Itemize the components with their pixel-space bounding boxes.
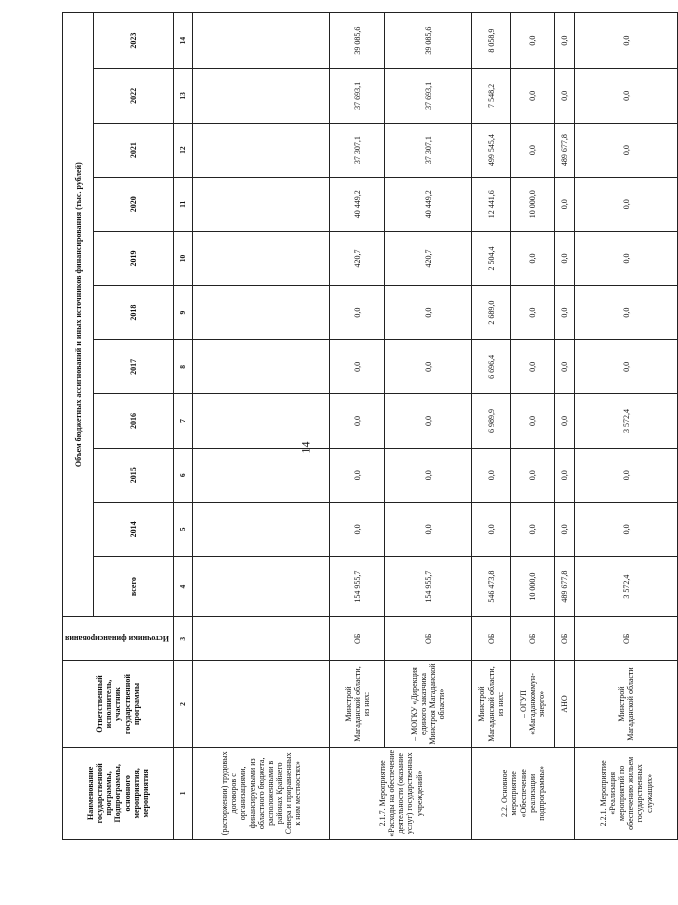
- cell-value: 0,0: [385, 502, 472, 556]
- cell-value: 0,0: [575, 231, 678, 285]
- cell-value: [193, 394, 330, 448]
- budget-table-container: [62, 12, 654, 840]
- cell-source: ОБ: [511, 617, 554, 661]
- column-number: 6: [174, 448, 193, 502]
- column-number: 11: [174, 177, 193, 231]
- cell-value: 0,0: [575, 123, 678, 177]
- cell-value: 0,0: [330, 394, 385, 448]
- cell-value: [193, 448, 330, 502]
- table-row: [330, 13, 385, 840]
- cell-value: 10 000,0: [511, 177, 554, 231]
- column-number: 12: [174, 123, 193, 177]
- cell-value: 6 989,9: [472, 394, 511, 448]
- cell-value: 0,0: [554, 177, 575, 231]
- cell-value: 37 307,1: [385, 123, 472, 177]
- column-number: 14: [174, 13, 193, 69]
- cell-executor: Минстрой Магаданской области, из них:: [472, 661, 511, 747]
- cell-value: 6 696,4: [472, 340, 511, 394]
- cell-value: 489 677,8: [554, 123, 575, 177]
- cell-value: 0,0: [575, 177, 678, 231]
- cell-name: 2.2. Основное мероприятие «Обеспечение реализации подпрограммы»: [472, 747, 575, 839]
- table-row: [193, 13, 330, 840]
- cell-value: 0,0: [575, 69, 678, 123]
- table-row: [575, 13, 678, 840]
- header-year: 2015: [94, 448, 174, 502]
- cell-name: (расторжении) трудовых договоров с организациями, финансируемыми из областного бюджета, расположенными в районах Крайнего Севера и приравненных к ним местностях»: [193, 747, 330, 839]
- cell-value: [193, 69, 330, 123]
- cell-value: [193, 286, 330, 340]
- header-year: 2023: [94, 13, 174, 69]
- header-total: всего: [94, 557, 174, 617]
- header-year: 2017: [94, 340, 174, 394]
- header-year: 2014: [94, 502, 174, 556]
- cell-value: 0,0: [511, 13, 554, 69]
- cell-total: 546 473,8: [472, 557, 511, 617]
- cell-executor: АНО: [554, 661, 575, 747]
- cell-value: 420,7: [385, 231, 472, 285]
- header-source-text: Источники финансирования: [65, 634, 169, 644]
- cell-executor: – ОГУП «Магаданкоммун-энерго»: [511, 661, 554, 747]
- cell-value: 0,0: [575, 13, 678, 69]
- cell-executor: [193, 661, 330, 747]
- cell-value: 0,0: [511, 286, 554, 340]
- column-number: 9: [174, 286, 193, 340]
- column-number: 13: [174, 69, 193, 123]
- cell-source: [193, 617, 330, 661]
- cell-name: 2.1.7. Мероприятие «Расходы на обеспечение деятельности (оказание услуг) государственных учреждений»: [330, 747, 472, 839]
- cell-value: 0,0: [511, 394, 554, 448]
- cell-value: 0,0: [575, 448, 678, 502]
- column-number: 7: [174, 394, 193, 448]
- cell-value: 0,0: [385, 286, 472, 340]
- cell-source: ОБ: [575, 617, 678, 661]
- cell-executor: Минстрой Магаданской области: [575, 661, 678, 747]
- cell-value: 0,0: [472, 502, 511, 556]
- cell-value: [193, 13, 330, 69]
- cell-value: 0,0: [330, 448, 385, 502]
- cell-value: [193, 231, 330, 285]
- cell-value: 0,0: [330, 502, 385, 556]
- cell-value: 8 058,9: [472, 13, 511, 69]
- cell-value: 0,0: [385, 448, 472, 502]
- cell-total: 3 572,4: [575, 557, 678, 617]
- cell-total: 154 955,7: [385, 557, 472, 617]
- cell-value: [193, 177, 330, 231]
- cell-source: ОБ: [385, 617, 472, 661]
- cell-source: ОБ: [472, 617, 511, 661]
- cell-value: 7 548,2: [472, 69, 511, 123]
- header-year: 2016: [94, 394, 174, 448]
- header-source: [63, 617, 174, 661]
- cell-total: 489 677,8: [554, 557, 575, 617]
- cell-value: 0,0: [511, 231, 554, 285]
- cell-source: ОБ: [330, 617, 385, 661]
- cell-value: 0,0: [554, 286, 575, 340]
- cell-value: 0,0: [575, 502, 678, 556]
- cell-value: 0,0: [575, 286, 678, 340]
- cell-value: [193, 340, 330, 394]
- cell-total: 154 955,7: [330, 557, 385, 617]
- header-year: 2022: [94, 69, 174, 123]
- column-number: 8: [174, 340, 193, 394]
- cell-value: 40 449,2: [330, 177, 385, 231]
- cell-source: ОБ: [554, 617, 575, 661]
- page-number: 14: [298, 441, 313, 454]
- cell-value: 0,0: [554, 340, 575, 394]
- cell-value: 39 085,6: [385, 13, 472, 69]
- cell-value: 0,0: [554, 231, 575, 285]
- column-number-row: [174, 13, 193, 840]
- cell-value: 3 572,4: [575, 394, 678, 448]
- header-name: Наименование государственной программы, Подпрограммы, основного мероприятия, мероприятия: [63, 747, 174, 839]
- cell-value: 37 693,1: [330, 69, 385, 123]
- cell-value: 0,0: [511, 502, 554, 556]
- cell-value: 0,0: [554, 69, 575, 123]
- cell-value: 2 689,0: [472, 286, 511, 340]
- cell-value: 0,0: [511, 69, 554, 123]
- cell-value: 0,0: [511, 123, 554, 177]
- cell-value: 0,0: [575, 340, 678, 394]
- table-row: [554, 13, 575, 840]
- cell-value: 37 693,1: [385, 69, 472, 123]
- cell-value: 0,0: [554, 448, 575, 502]
- column-number: 4: [174, 557, 193, 617]
- header-year: 2020: [94, 177, 174, 231]
- cell-value: 40 449,2: [385, 177, 472, 231]
- budget-table: [62, 12, 678, 840]
- column-number: 1: [174, 747, 193, 839]
- cell-value: 39 085,6: [330, 13, 385, 69]
- cell-value: 0,0: [385, 340, 472, 394]
- header-volume: Объем бюджетных ассигнований и иных источников финансирования (тыс. рублей): [63, 13, 94, 617]
- cell-value: [193, 502, 330, 556]
- cell-executor: – МОГКУ «Дирекция единого заказчика Минстроя Магаданской области»: [385, 661, 472, 747]
- cell-name: 2.2.1. Мероприятие «Реализация мероприятий по обеспечению жильем государственных служащих»: [575, 747, 678, 839]
- cell-value: 0,0: [511, 448, 554, 502]
- header-executor: Ответственный исполнитель, участник государственной программы: [63, 661, 174, 747]
- cell-executor: Минстрой Магаданской области, из них:: [330, 661, 385, 747]
- cell-value: 0,0: [472, 448, 511, 502]
- cell-value: 0,0: [554, 502, 575, 556]
- header-year: 2021: [94, 123, 174, 177]
- table-row: [472, 13, 511, 840]
- column-number: 3: [174, 617, 193, 661]
- table-row: [385, 13, 472, 840]
- cell-value: 12 441,6: [472, 177, 511, 231]
- cell-value: 0,0: [385, 394, 472, 448]
- cell-value: 2 504,4: [472, 231, 511, 285]
- cell-value: 0,0: [511, 340, 554, 394]
- cell-value: [193, 123, 330, 177]
- cell-total: [193, 557, 330, 617]
- header-year: 2019: [94, 231, 174, 285]
- cell-value: 0,0: [554, 13, 575, 69]
- cell-total: 10 000,0: [511, 557, 554, 617]
- header-year: 2018: [94, 286, 174, 340]
- column-number: 5: [174, 502, 193, 556]
- cell-value: 37 307,1: [330, 123, 385, 177]
- cell-value: 420,7: [330, 231, 385, 285]
- table-row: [511, 13, 554, 840]
- cell-value: 0,0: [330, 286, 385, 340]
- column-number: 10: [174, 231, 193, 285]
- cell-value: 0,0: [554, 394, 575, 448]
- cell-value: 0,0: [330, 340, 385, 394]
- cell-value: 499 545,4: [472, 123, 511, 177]
- column-number: 2: [174, 661, 193, 747]
